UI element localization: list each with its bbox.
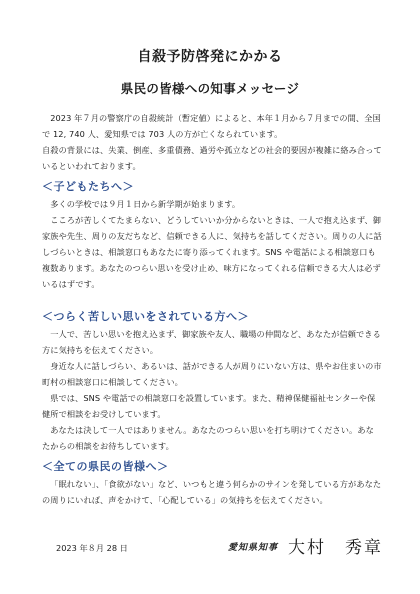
document-subtitle: 県民の皆様への知事メッセージ [120, 81, 300, 96]
signature-title: 愛知県知事 [228, 543, 279, 553]
all-residents-paragraph-1: 「眠れない」、「食欲がない」など、いつもと違う何らかのサインを発している方があなたの周りにいれば、声をかけて、「心配している」の気持ちを伝えてください。 [42, 479, 382, 505]
suffering-paragraph-2: 身近な人に話しづらい、あるいは、話ができる人が周りにいない方は、県やお住まいの市町村の相談窓口に相談してください。 [42, 361, 382, 387]
suffering-paragraph-3: 県では、SNS や電話での相談窓口を設置しています。また、精神保健福祉センターや保健所で相談をお受けしています。 [42, 393, 376, 419]
section-heading-suffering: ＜つらく苦しい思いをされている方へ＞ [42, 310, 249, 323]
document-date: 2023 年８月 28 日 [56, 543, 128, 553]
section-heading-all-residents: ＜全ての県民の皆様へ＞ [42, 460, 169, 473]
suffering-paragraph-4: あなたは決して一人ではありません。あなたのつらい思いを打ち明けてください。あなたからの相談をお待ちしています。 [42, 425, 374, 451]
suffering-paragraph-1: 一人で、苦しい思いを抱え込まず、御家族や友人、職場の仲間など、あなたが信頼できる方に気持ちを伝えてください。 [42, 329, 381, 355]
document-title: 自殺予防啓発にかかる [137, 49, 283, 65]
section-heading-children: ＜子どもたちへ＞ [42, 180, 134, 193]
intro-paragraph-1: 2023 年７月の警察庁の自殺統計（暫定値）によると、本年１月から７月までの間、全国で 12, 740 人、愛知県では 703 人の方が亡くなられています。 [42, 113, 381, 139]
children-paragraph-1: 多くの学校では９月１日から新学期が始まります。 [50, 199, 241, 209]
signature-name: 大村 秀章 [288, 538, 383, 558]
intro-paragraph-2: 自殺の背景には、失業、倒産、多重債務、過労や孤立などの社会的要因が複雑に絡み合っているといわれております。 [42, 145, 382, 171]
children-paragraph-2: こころが苦しくてたまらない、どうしていいか分からないときは、一人で抱え込まず、御家族や先生、周りの友だちなど、信頼できる人に、気持ちを話してください。周りの人に話しづらいときは、相談窓口もあなたに寄り添ってくれます。SNS や電話による相談窓口も複数あります。あなたのつらい思いを受け止め、味方になってくれる信頼できる大人は必ずいるはずです。 [42, 215, 382, 289]
